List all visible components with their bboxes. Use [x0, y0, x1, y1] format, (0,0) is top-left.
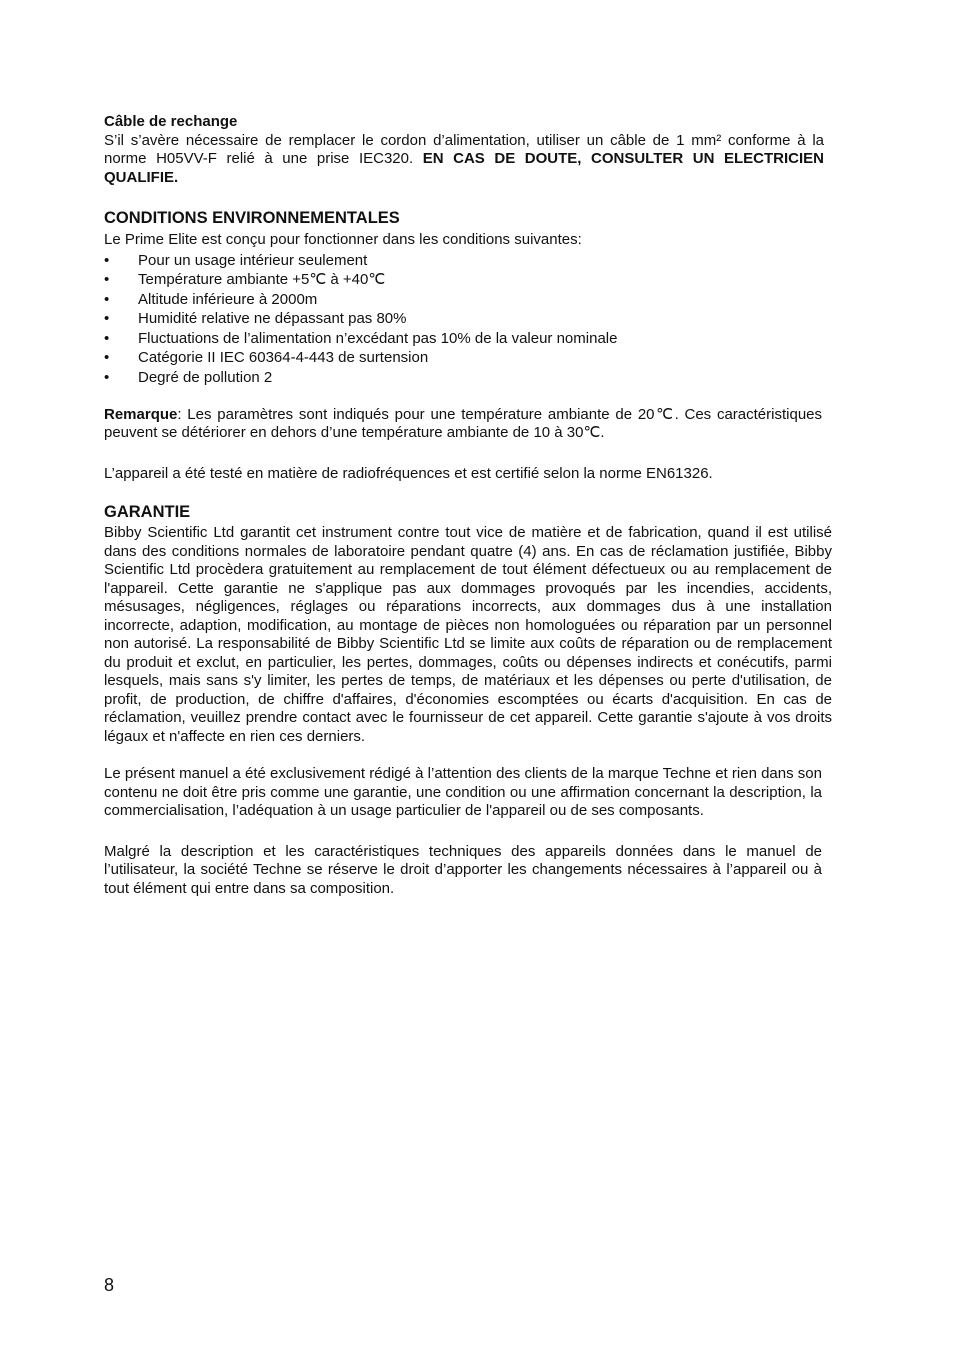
env-remark	[104, 406, 822, 443]
list-item: • Humidité relative ne dépassant pas 80%	[104, 310, 407, 328]
remark-text: : Les paramètres sont indiqués pour une température ambiante de 20℃. Ces caractéristiques peuvent se détériorer en dehors d’une température ambiante de 10 à 30℃.	[104, 405, 822, 442]
list-item: • Catégorie II IEC 60364-4-443 de surtension	[104, 349, 429, 367]
list-item: • Pour un usage intérieur seulement	[104, 251, 368, 269]
cable-text: S’il s’avère nécessaire de remplacer le cordon d’alimentation, utiliser un câble de 1 mm² conforme à la norme H05VV-F relié à une prise IEC320.	[104, 131, 824, 167]
warranty-paragraph-1: Bibby Scientific Ltd garantit cet instrument contre tout vice de matière et de fabrication, quand il est utilisé dans des conditions normales de laboratoire pendant quatre (4) ans. En cas de réclamation justifiée, Bibby Scientific Ltd procèdera gratuitement au remplacement de tout élément défectueux ou au remplacement de l'appareil. Cette garantie ne s'applique pas aux dommages provoqués par les incendies, accidents, mésusages, négligences, réglages ou réparations incorrects, aux dommages dus à une installation incorrecte, adaption, modification, au montage de pièces non homologuées ou réparation par un personnel non autorisé. La responsabilité de Bibby Scientific Ltd se limite aux coûts de réparation ou de remplacement du produit et exclut, en particulier, les pertes, dommages, coûts ou dépenses indirects et conécutifs, parmi lesquels, mais sans s'y limiter, les pertes de temps, de matériaux et les dépenses ou perte d'utilisation, de profit, de production, de chiffre d'affaires, d'économies escomptées ou écarts d'acquisition. En cas de réclamation, veuillez prendre contact avec le fournisseur de cet appareil. Cette garantie s'ajoute à vos droits légaux et n'affecte en rien ces derniers.	[104, 524, 832, 745]
env-title: CONDITIONS ENVIRONNEMENTALES	[104, 209, 400, 227]
cable-paragraph	[104, 132, 824, 188]
bullet-icon: •	[104, 349, 110, 367]
remark-label: Remarque	[104, 405, 178, 423]
env-conditions-list	[104, 251, 832, 388]
list-item: • Altitude inférieure à 2000m	[104, 290, 318, 308]
list-item: • Fluctuations de l’alimentation n’excédant pas 10% de la valeur nominale	[104, 329, 618, 347]
bullet-icon: •	[104, 290, 110, 308]
cable-section	[104, 113, 824, 187]
bullet-icon: •	[104, 329, 110, 347]
warranty-paragraph-3: Malgré la description et les caractéristiques techniques des appareils données dans le manuel de l’utilisateur, la société Techne se réserve le droit d’apporter les changements nécessaires à l’appareil ou à tout élément qui entre dans sa composition.	[104, 842, 822, 897]
warranty-title: GARANTIE	[104, 503, 191, 522]
document-page	[104, 113, 832, 898]
env-intro: Le Prime Elite est conçu pour fonctionner dans les conditions suivantes:	[104, 231, 582, 248]
bullet-icon: •	[104, 251, 110, 269]
list-item: • Température ambiante +5℃ à +40℃	[104, 271, 386, 289]
list-item: • Degré de pollution 2	[104, 369, 273, 387]
page-number: 8	[104, 1275, 115, 1295]
cable-title: Câble de rechange	[104, 113, 238, 130]
bullet-icon: •	[104, 310, 110, 328]
bullet-icon: •	[104, 369, 110, 387]
bullet-icon: •	[104, 271, 110, 289]
env-rf-statement: L’appareil a été testé en matière de radiofréquences et est certifié selon la norme EN61326.	[104, 464, 713, 482]
warranty-paragraph-2: Le présent manuel a été exclusivement rédigé à l’attention des clients de la marque Techne et rien dans son contenu ne doit être pris comme une garantie, une condition ou une affirmation concernant la description, la commercialisation, l’adéquation à un usage particulier de l'appareil ou de ses composants.	[104, 765, 822, 820]
cable-warning: EN CAS DE DOUTE, CONSULTER UN ELECTRICIEN QUALIFIE.	[104, 150, 824, 186]
